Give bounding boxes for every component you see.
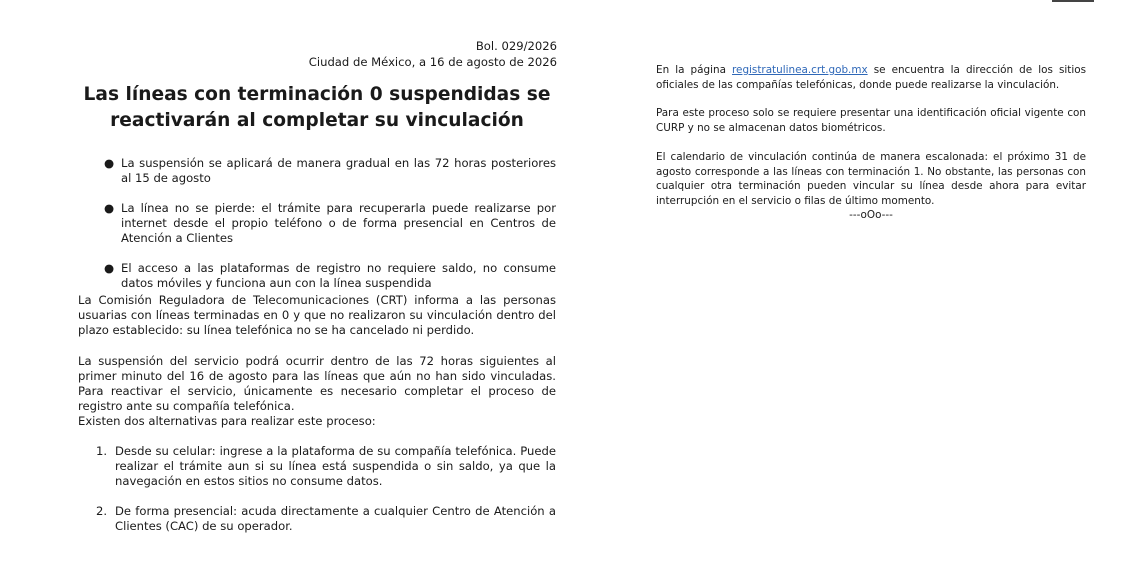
highlight-text: La línea no se pierde: el trámite para recuperarla puede realizarse por internet desde el propio teléfono o de forma presencial en Centros de Atención a Clientes (121, 201, 556, 245)
document-title: Las líneas con terminación 0 suspendidas se reactivarán al completar su vinculación (83, 84, 551, 131)
highlight-text: El acceso a las plataformas de registro no requiere saldo, no consume datos móviles y funciona aun con la línea suspendida (121, 261, 556, 290)
bullet-icon: ● (104, 156, 115, 170)
highlight-item (78, 261, 556, 291)
para-text: se encuentra la dirección de los sitios oficiales de las compañías telefónicas, donde puede realizarse la vinculación. (656, 64, 1086, 91)
body-paragraph: Existen dos alternativas para realizar este proceso: (78, 414, 376, 428)
body-paragraph: El calendario de vinculación continúa de manera escalonada: el próximo 31 de agosto corresponde a las líneas con terminación 1. No obstante, las personas con cualquier otra terminación pueden vincular su línea desde ahora para evitar interrupción en el servicio o filas de último momento. (656, 151, 1086, 207)
bullet-icon: ● (104, 201, 115, 215)
closing-mark: ---oOo--- (849, 209, 893, 221)
para-text: En la página (656, 64, 733, 76)
body-paragraph: Para este proceso solo se requiere presentar una identificación oficial vigente con CURP y no se almacenan datos biométricos. (656, 107, 1086, 134)
alternative-text: Desde su celular: ingrese a la plataforma de su compañía telefónica. Puede realizar el trámite aun si su línea está suspendida o sin saldo, ya que la navegación en estos sitios no consume datos. (115, 444, 556, 488)
highlight-item (78, 156, 556, 186)
alternative-item (78, 504, 556, 534)
body-paragraph (656, 63, 1086, 92)
highlight-text: La suspensión se aplicará de manera gradual en las 72 horas posteriores al 15 de agosto (121, 156, 556, 185)
place-date: Ciudad de México, a 16 de agosto de 2026 (308, 55, 557, 69)
highlights-list (78, 156, 556, 306)
list-number: 2. (96, 504, 108, 518)
alternatives-list (78, 444, 556, 549)
page-edge-mark (1052, 0, 1094, 2)
alternative-text: De forma presencial: acuda directamente a cualquier Centro de Atención a Clientes (CAC) de su operador. (115, 504, 556, 533)
bulletin-number: Bol. 029/2026 (475, 39, 557, 53)
bullet-icon: ● (104, 261, 115, 275)
body-paragraph: La Comisión Reguladora de Telecomunicaciones (CRT) informa a las personas usuarias con líneas terminadas en 0 y que no realizaron su vinculación dentro del plazo establecido: su línea telefónica no se ha cancelado ni perdido. (78, 293, 556, 337)
alternative-item (78, 444, 556, 489)
document-page-right (580, 0, 1140, 570)
highlight-item (78, 201, 556, 246)
body-paragraph: La suspensión del servicio podrá ocurrir dentro de las 72 horas siguientes al primer minuto del 16 de agosto para las líneas que aún no han sido vinculadas. Para reactivar el servicio, únicamente es necesario completar el proceso de registro ante su compañía telefónica. (78, 354, 556, 413)
registration-link[interactable]: registratulinea.crt.gob.mx (732, 64, 868, 76)
list-number: 1. (96, 444, 108, 458)
bulletin-header (309, 38, 557, 70)
